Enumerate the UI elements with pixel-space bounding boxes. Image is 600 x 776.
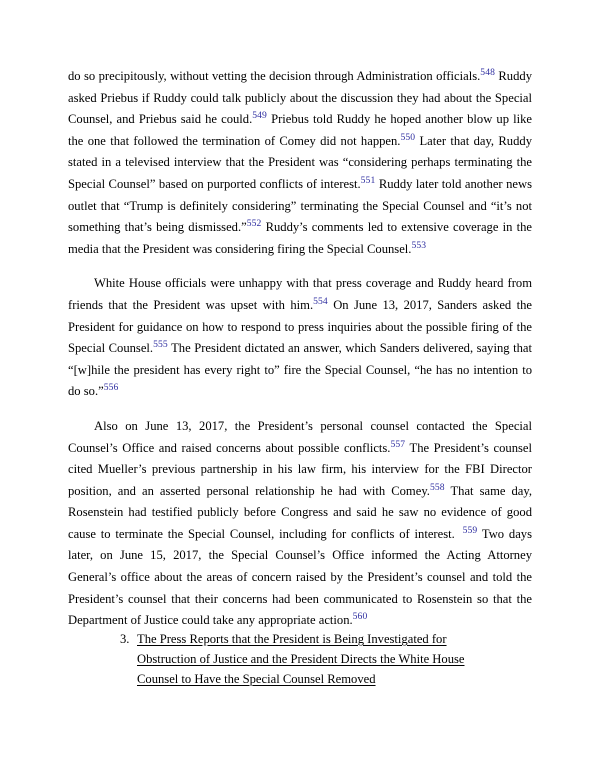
footnote-marker-554[interactable]: 554 bbox=[313, 295, 328, 307]
paragraph-1: do so precipitously, without vetting the decision through Administration officials.$^{548}$ Ruddy asked Priebus if Ruddy could talk publicly about the discussion they had about the Special Counsel, and Priebus said he could.$^{549}$ Priebus told Ruddy he hoped another blow up like the one that followed the termination of Comey did not happen.$^{550}$ Later that day, Ruddy stated in a televised interview that the President was “considering perhaps terminating the Special Counsel” based on purported conflicts of interest.$^{551}$ Ruddy later told another news outlet that “Trump is definitely considering” terminating the Special Counsel and “it’s not something that’s being dismissed.”$^{552}$ Ruddy’s comments led to extensive coverage in the media that the President was considering firing the Special Counsel.$^{553}$ bbox=[68, 67, 533, 256]
heading-line-3: Counsel to Have the Special Counsel Removed bbox=[137, 671, 376, 686]
heading-text bbox=[137, 630, 532, 689]
footnote-marker-548[interactable]: 548 bbox=[480, 67, 495, 79]
footnote-marker-556[interactable]: 556 bbox=[103, 382, 119, 394]
footnote-marker-551[interactable]: 551 bbox=[360, 174, 376, 186]
footnote-marker-558[interactable]: 558 bbox=[429, 481, 445, 493]
footnote-marker-555[interactable]: 555 bbox=[153, 339, 168, 351]
footnote-marker-549[interactable]: 549 bbox=[252, 110, 267, 122]
body-text-column bbox=[68, 66, 532, 632]
heading-line-2: Obstruction of Justice and the President Directs the White House bbox=[137, 651, 465, 666]
heading-number: 3. bbox=[120, 632, 130, 646]
footnote-marker-552[interactable]: 552 bbox=[246, 218, 262, 230]
footnote-marker-560[interactable]: 560 bbox=[352, 611, 368, 623]
paragraph-2: White House officials were unhappy with that press coverage and Ruddy heard from friends that the President was upset with him.$^{554}$ On June 13, 2017, Sanders asked the President for guidance on how to respond to press inquiries about the possible firing of the Special Counsel.$^{555}$ The President dictated an answer, which Sanders delivered, saying that “[w]hile the president has every right to” fire the Special Counsel, “he has no intention to do so.”$^{556}$ bbox=[68, 276, 532, 399]
numbered-section-heading bbox=[120, 630, 532, 689]
footnote-marker-550[interactable]: 550 bbox=[400, 131, 416, 143]
footnote-marker-559[interactable]: 559 bbox=[462, 524, 478, 536]
paragraph-3: Also on June 13, 2017, the President’s personal counsel contacted the Special Counsel’s Office and raised concerns about possible conflicts.$^{557}$ The President’s counsel cited Mueller’s previous partnership in his law firm, his interview for the FBI Director position, and an asserted personal relationship he had with Comey.$^{558}$ That same day, Rosenstein had testified publicly before Congress and said he saw no evidence of good cause to terminate the Special Counsel, including for conflicts of interest. $^{559}$ Two days later, on June 15, 2017, the Special Counsel’s Office informed the Acting Attorney General’s office about the areas of concern raised by the President’s counsel and told the President’s counsel that their concerns had been communicated to Rosenstein so that the Department of Justice could take any appropriate action.$^{560}$ bbox=[68, 418, 532, 628]
footnote-marker-553[interactable]: 553 bbox=[411, 239, 427, 251]
footnote-marker-557[interactable]: 557 bbox=[390, 438, 406, 450]
heading-line-1: The Press Reports that the President is Being Investigated for bbox=[137, 632, 447, 646]
